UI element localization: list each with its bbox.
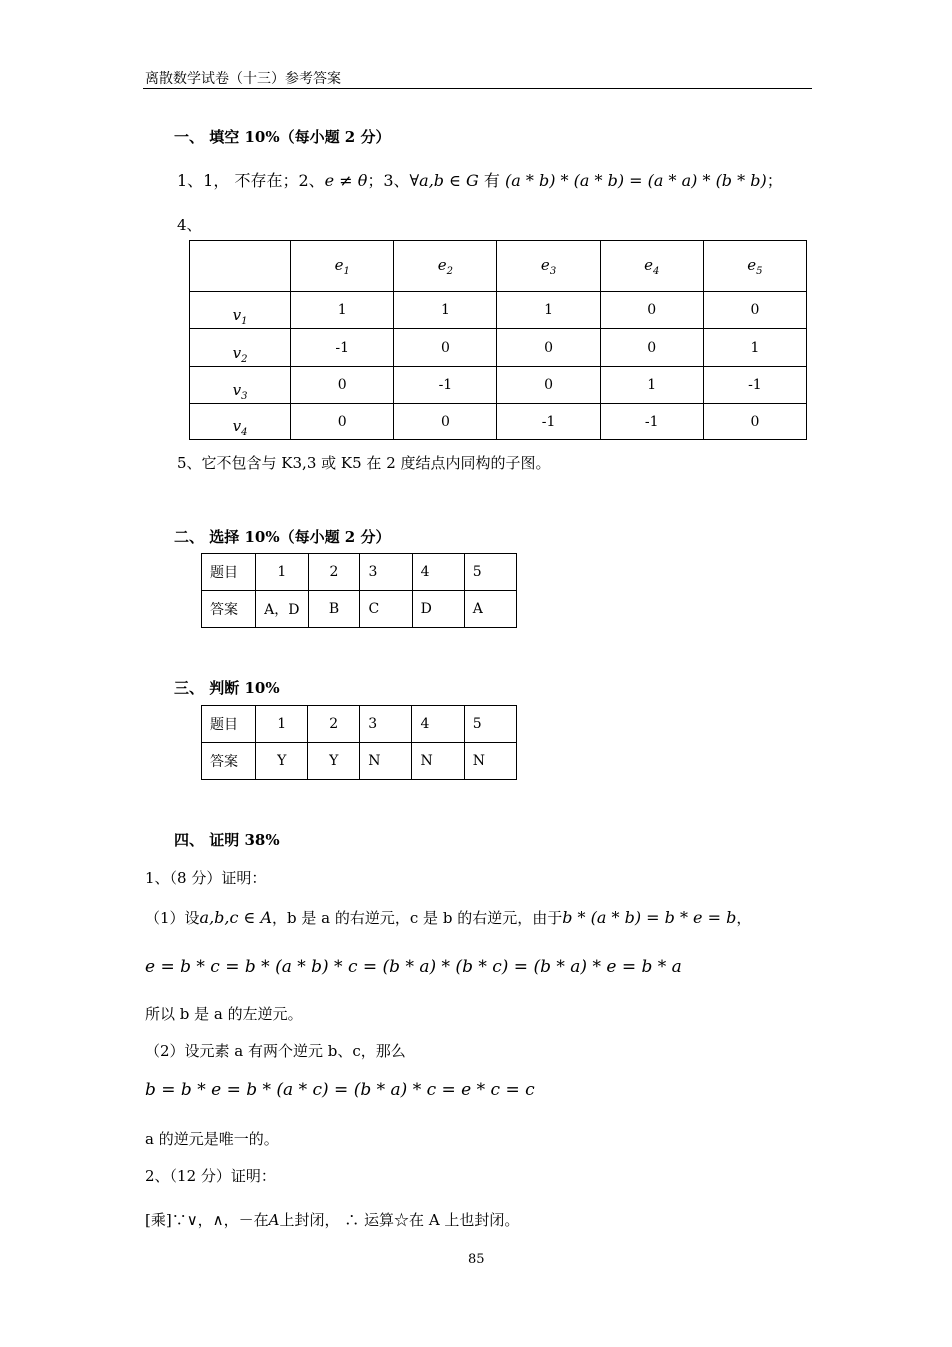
matrix-cell: 1 xyxy=(703,329,806,367)
table-row xyxy=(202,554,517,591)
matrix-row xyxy=(190,292,807,329)
table-cell: 2 xyxy=(308,554,360,591)
proof1-equation2: b = b * e = b * (a * c) = (b * a) * c = e * c = c xyxy=(145,1080,535,1100)
incidence-matrix xyxy=(189,240,807,440)
section3-heading: 三、 判断 10% xyxy=(174,679,280,697)
matrix-row-label: $v_1$ xyxy=(190,292,291,329)
line1-prefix: 1、1， 不存在；2、 xyxy=(177,171,325,190)
matrix-cell: 0 xyxy=(600,292,703,329)
table-cell: 4 xyxy=(412,706,464,743)
matrix-row-label: $v_4$ xyxy=(190,404,291,440)
matrix-row xyxy=(190,404,807,440)
matrix-cell: 0 xyxy=(497,329,600,367)
table-row xyxy=(202,743,517,780)
matrix-row xyxy=(190,329,807,367)
matrix-corner xyxy=(190,241,291,292)
table-cell: 5 xyxy=(464,554,516,591)
matrix-col-header: $e_1$ xyxy=(291,241,394,292)
table-cell: 5 xyxy=(464,706,516,743)
proof1-conclusion2: a 的逆元是唯一的。 xyxy=(145,1130,279,1148)
table-cell: 3 xyxy=(360,554,412,591)
matrix-col-header: $e_4$ xyxy=(600,241,703,292)
table-cell: A，D xyxy=(256,591,308,628)
matrix-row xyxy=(190,367,807,404)
matrix-cell: 0 xyxy=(291,404,394,440)
matrix-col-header: $e_5$ xyxy=(703,241,806,292)
table-cell: 4 xyxy=(412,554,464,591)
matrix-cell: 1 xyxy=(291,292,394,329)
matrix-cell: -1 xyxy=(497,404,600,440)
table-cell: 1 xyxy=(256,554,308,591)
section2-heading: 二、 选择 10%（每小题 2 分） xyxy=(174,528,391,546)
proof2-line1: [乘]∵∨，∧，－在A上封闭， ∴ 运算☆在 A 上也封闭。 xyxy=(145,1211,520,1229)
proof1-conclusion1: 所以 b 是 a 的左逆元。 xyxy=(145,1005,303,1023)
matrix-cell: 0 xyxy=(703,292,806,329)
line1-end: ； xyxy=(766,171,783,190)
table-cell: Y xyxy=(308,743,360,780)
table-cell: D xyxy=(412,591,464,628)
matrix-cell: -1 xyxy=(703,367,806,404)
table-cell: A xyxy=(464,591,516,628)
matrix-cell: 0 xyxy=(600,329,703,367)
matrix-cell: 1 xyxy=(394,292,497,329)
table-cell: 答案 xyxy=(202,591,256,628)
item5-text: 5、它不包含与 K3,3 或 K5 在 2 度结点内同构的子图。 xyxy=(177,454,551,472)
header-rule xyxy=(143,88,812,89)
matrix-col-header: $e_2$ xyxy=(394,241,497,292)
table-cell: N xyxy=(464,743,516,780)
matrix-cell: -1 xyxy=(291,329,394,367)
table-row xyxy=(202,591,517,628)
judge-answer-table xyxy=(201,705,517,780)
line1-math-a: e ≠ θ xyxy=(324,171,368,190)
matrix-cell: 0 xyxy=(497,367,600,404)
choice-answer-table xyxy=(201,553,517,628)
table-cell: C xyxy=(360,591,412,628)
header-title: 离散数学试卷（十三）参考答案 xyxy=(145,71,341,87)
matrix-cell: 1 xyxy=(600,367,703,404)
matrix-col-header: $e_3$ xyxy=(497,241,600,292)
item4-label: 4、 xyxy=(177,216,202,234)
table-cell: 2 xyxy=(308,706,360,743)
section1-line1 xyxy=(177,168,783,191)
proof1-title: 1、（8 分）证明： xyxy=(145,869,267,887)
table-cell: N xyxy=(360,743,412,780)
matrix-row-label: $v_2$ xyxy=(190,329,291,367)
matrix-cell: -1 xyxy=(600,404,703,440)
table-cell: 3 xyxy=(360,706,412,743)
matrix-cell: 0 xyxy=(703,404,806,440)
table-cell: Y xyxy=(256,743,308,780)
table-row xyxy=(202,706,517,743)
table-cell: B xyxy=(308,591,360,628)
section4-heading: 四、 证明 38% xyxy=(174,831,280,849)
table-cell: N xyxy=(412,743,464,780)
matrix-cell: 0 xyxy=(394,329,497,367)
line1-you: 有 xyxy=(478,171,506,190)
proof2-title: 2、（12 分）证明： xyxy=(145,1167,276,1185)
line1-math-b: ∀a,b ∈ G xyxy=(409,171,479,190)
table-cell: 1 xyxy=(256,706,308,743)
page-number: 85 xyxy=(468,1252,485,1267)
table-cell: 题目 xyxy=(202,706,256,743)
proof1-line2: （2）设元素 a 有两个逆元 b、c，那么 xyxy=(145,1042,406,1060)
matrix-row-label: $v_3$ xyxy=(190,367,291,404)
table-cell: 答案 xyxy=(202,743,256,780)
matrix-cell: 0 xyxy=(291,367,394,404)
proof1-equation1: e = b * c = b * (a * b) * c = (b * a) * (b * c) = (b * a) * e = b * a xyxy=(145,957,682,977)
matrix-cell: -1 xyxy=(394,367,497,404)
matrix-cell: 0 xyxy=(394,404,497,440)
matrix-cell: 1 xyxy=(497,292,600,329)
section1-heading: 一、 填空 10%（每小题 2 分） xyxy=(174,128,391,146)
proof1-line1: （1）设a,b,c ∈ A，b 是 a 的右逆元，c 是 b 的右逆元，由于b * (a * b) = b * e = b， xyxy=(145,908,752,927)
line1-mid: ；3、 xyxy=(367,171,410,190)
table-cell: 题目 xyxy=(202,554,256,591)
line1-math-c: (a * b) * (a * b) = (a * a) * (b * b) xyxy=(505,171,767,190)
